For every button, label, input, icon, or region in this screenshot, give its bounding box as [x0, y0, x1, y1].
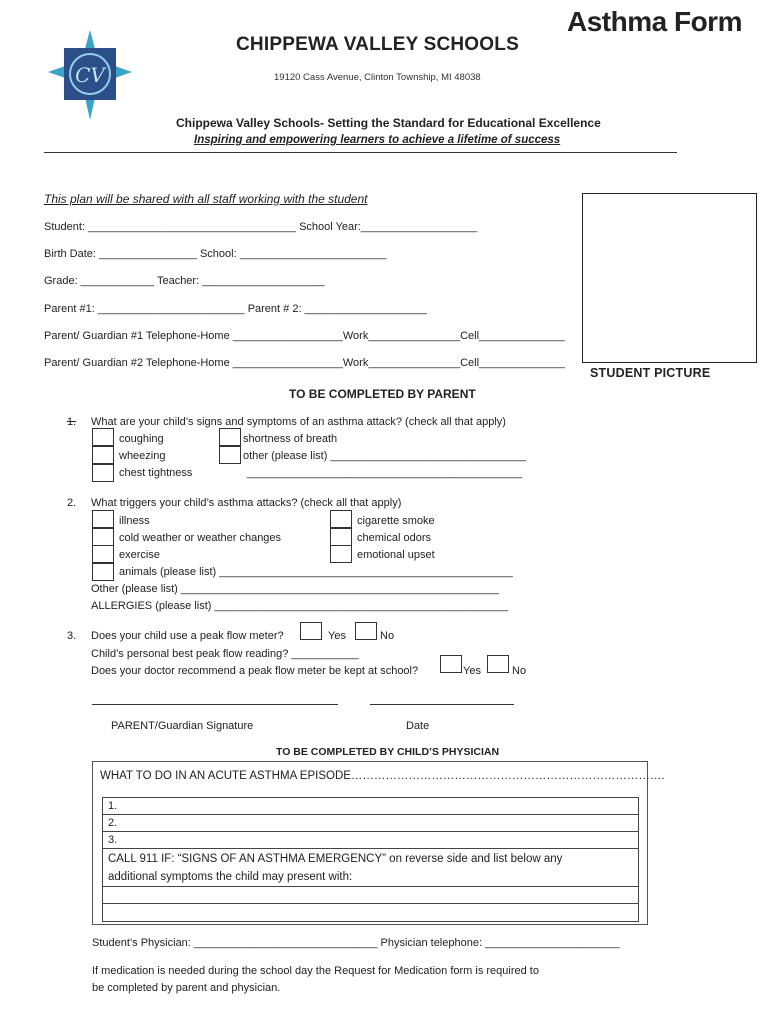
- keep-meter-yes-label: Yes: [463, 665, 481, 677]
- logo-letters: CV: [75, 63, 105, 87]
- school-address: 19120 Cass Avenue, Clinton Township, MI 48038: [274, 72, 481, 83]
- subtagline: Inspiring and empowering learners to achieve a lifetime of success: [194, 134, 561, 146]
- illness-checkbox[interactable]: [92, 510, 114, 528]
- wheezing-label: wheezing: [119, 450, 166, 462]
- keep-meter-question: Does your doctor recommend a peak flow meter be kept at school?: [91, 665, 419, 677]
- chest-tightness-label: chest tightness: [119, 467, 193, 479]
- q1-number: 1.: [67, 416, 77, 428]
- parent-field[interactable]: Parent #1: ________________________ Parent # 2: ____________________: [44, 303, 427, 315]
- allergies-field[interactable]: ALLERGIES (please list) ________________________________________________: [91, 600, 509, 612]
- step-2-label: 2.: [108, 817, 118, 829]
- student-picture-caption: STUDENT PICTURE: [590, 366, 711, 380]
- peak-flow-yes-label: Yes: [328, 630, 346, 642]
- peak-flow-no-checkbox[interactable]: [355, 622, 377, 640]
- shared-note: This plan will be shared with all staff working with the student: [44, 192, 368, 206]
- best-reading-field[interactable]: Child’s personal best peak flow reading? ___________: [91, 648, 359, 660]
- cigarette-smoke-checkbox[interactable]: [330, 510, 352, 528]
- q2-number: 2.: [67, 497, 77, 509]
- medication-note-1: If medication is needed during the school day the Request for Medication form is required to: [92, 965, 539, 977]
- other-trigger-field[interactable]: Other (please list) ____________________________________________________: [91, 583, 499, 595]
- keep-meter-no-checkbox[interactable]: [487, 655, 509, 673]
- student-field[interactable]: Student: __________________________________ School Year:___________________: [44, 221, 478, 233]
- step-3-label: 3.: [108, 834, 118, 846]
- wheezing-checkbox[interactable]: [92, 446, 114, 464]
- emotional-upset-checkbox[interactable]: [330, 545, 352, 563]
- shortness-of-breath-label: shortness of breath: [243, 433, 338, 445]
- call-911-text-2: additional symptoms the child may present with:: [108, 871, 353, 883]
- step-row-1[interactable]: [102, 797, 639, 815]
- coughing-checkbox[interactable]: [92, 428, 114, 446]
- symptom-row-2[interactable]: [102, 903, 639, 922]
- chemical-odors-label: chemical odors: [357, 532, 431, 544]
- parent-section-heading: TO BE COMPLETED BY PARENT: [289, 387, 476, 401]
- symptom-row-1[interactable]: [102, 886, 639, 904]
- medication-note-2: be completed by parent and physician.: [92, 982, 281, 994]
- cold-weather-label: cold weather or weather changes: [119, 532, 282, 544]
- cigarette-smoke-label: cigarette smoke: [357, 515, 435, 527]
- physician-section-heading: TO BE COMPLETED BY CHILD’S PHYSICIAN: [276, 746, 500, 758]
- grade-field[interactable]: Grade: ____________ Teacher: ____________________: [44, 275, 325, 287]
- acute-episode-heading: WHAT TO DO IN AN ACUTE ASTHMA EPISODE……………………………………………………………………….: [100, 770, 665, 782]
- chemical-odors-checkbox[interactable]: [330, 528, 352, 546]
- exercise-label: exercise: [119, 549, 160, 561]
- animals-label[interactable]: animals (please list) ________________________________________________: [119, 566, 513, 578]
- step-row-2[interactable]: [102, 814, 639, 832]
- cold-weather-checkbox[interactable]: [92, 528, 114, 546]
- q2-text: What triggers your child’s asthma attacks? (check all that apply): [91, 497, 402, 509]
- peak-flow-no-label: No: [380, 630, 395, 642]
- form-title: Asthma Form: [567, 6, 742, 37]
- step-row-3[interactable]: [102, 831, 639, 849]
- date-label: Date: [406, 720, 430, 732]
- q1-text: What are your child’s signs and symptoms of an asthma attack? (check all that apply): [91, 416, 506, 428]
- date-line[interactable]: [370, 704, 514, 705]
- peak-flow-yes-checkbox[interactable]: [300, 622, 322, 640]
- student-picture-box[interactable]: [582, 193, 757, 363]
- illness-label: illness: [119, 515, 150, 527]
- signature-line[interactable]: [92, 704, 338, 705]
- tagline: Chippewa Valley Schools- Setting the Standard for Educational Excellence: [176, 116, 601, 130]
- keep-meter-yes-checkbox[interactable]: [440, 655, 462, 673]
- other-symptom-label[interactable]: other (please list) ________________________________: [243, 450, 527, 462]
- keep-meter-no-label: No: [512, 665, 527, 677]
- animals-checkbox[interactable]: [92, 563, 114, 581]
- emotional-upset-label: emotional upset: [357, 549, 435, 561]
- signature-label: PARENT/Guardian Signature: [111, 720, 254, 732]
- guardian2-phone-field[interactable]: Parent/ Guardian #2 Telephone-Home __________________Work_______________Cell______________: [44, 357, 565, 369]
- shortness-of-breath-checkbox[interactable]: [219, 428, 241, 446]
- coughing-label: coughing: [119, 433, 164, 445]
- guardian1-phone-field[interactable]: Parent/ Guardian #1 Telephone-Home __________________Work_______________Cell______________: [44, 330, 565, 342]
- peak-flow-question: Does your child use a peak flow meter?: [91, 630, 284, 642]
- step-1-label: 1.: [108, 800, 118, 812]
- q3-number: 3.: [67, 630, 77, 642]
- other-symptom-checkbox[interactable]: [219, 446, 241, 464]
- call-911-text-1: CALL 911 IF: “SIGNS OF AN ASTHMA EMERGENCY” on reverse side and list below any: [108, 853, 563, 865]
- school-logo: [48, 30, 132, 120]
- exercise-checkbox[interactable]: [92, 545, 114, 563]
- other-symptom-extra-line[interactable]: _____________________________________________: [247, 467, 523, 479]
- physician-field[interactable]: Student’s Physician: ______________________________ Physician telephone: ______________________: [92, 937, 620, 949]
- school-name: CHIPPEWA VALLEY SCHOOLS: [236, 34, 519, 55]
- birth-date-field[interactable]: Birth Date: ________________ School: ________________________: [44, 248, 387, 260]
- chest-tightness-checkbox[interactable]: [92, 464, 114, 482]
- header-divider: [44, 152, 677, 153]
